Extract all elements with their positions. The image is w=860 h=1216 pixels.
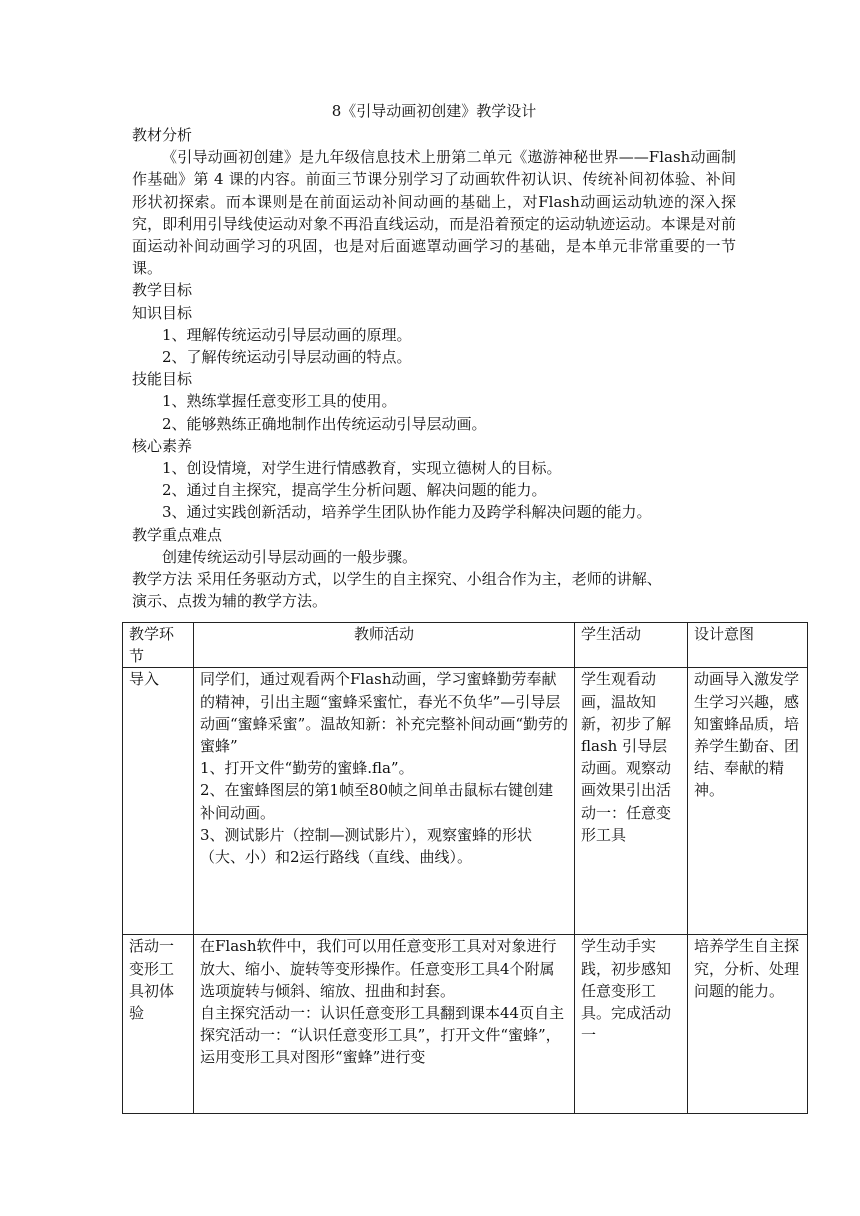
literacy-item: 2、通过自主探究，提高学生分析问题、解决问题的能力。 (162, 481, 547, 500)
teacher-line: 3、测试影片（控制—测试影片），观察蜜蜂的形状（大、小）和2运行路线（直线、曲线）。 (200, 825, 533, 867)
page-title: 8《引导动画初创建》教学设计 (331, 102, 537, 120)
knowledge-item: 1、理解传统运动引导层动画的原理。 (162, 325, 412, 344)
knowledge-heading: 知识目标 (132, 303, 193, 322)
header-student: 学生活动 (575, 623, 688, 668)
lesson-plan-page (132, 100, 736, 612)
teacher-line: 同学们，通过观看两个Flash动画，学习蜜蜂勤劳奉献的精神，引出主题“蜜蜂采蜜忙，春光不负华”—引导层动画“蜜蜂采蜜”。温故知新：补充完整补间动画“勤劳的蜜蜂” (200, 670, 569, 756)
table-header-row (123, 623, 808, 668)
header-teacher: 教师活动 (194, 623, 575, 668)
method-line-1: 教学方法 采用任务驱动方式，以学生的自主探究、小组合作为主，老师的讲解、 (132, 570, 662, 589)
teacher-line: 自主探究活动一：认识任意变形工具翻到课本44页自主探究活动一：“认识任意变形工具”，打开文件“蜜蜂”，运用变形工具对图形“蜜蜂”进行变 (200, 1004, 565, 1067)
literacy-item: 1、创设情境，对学生进行情感教育，实现立德树人的目标。 (162, 459, 562, 478)
material-text: 《引导动画初创建》是九年级信息技术上册第二单元《遨游神秘世界——Flash动画制作基础》第 4 课的内容。前面三节课分别学习了动画软件初认识、传统补间初体验、补间形状初探索。而本课则是在前面运动补间动画的基础上，对Flash动画运动轨迹的深入探究，即利用引导线使运动对象不再沿直线运动，而是沿着预定的运动轨迹运动。本课是对前面运动补间动画学习的巩固，也是对后面遮罩动画学习的基础，是本单元非常重要的一节课。 (132, 148, 736, 278)
cell-student: 学生动手实践，初步感知任意变形工具。完成活动一 (575, 935, 688, 1114)
method-line-2: 演示、点拨为辅的教学方法。 (132, 592, 328, 611)
cell-intent: 培养学生自主探究，分析、处理问题的能力。 (688, 935, 808, 1114)
skills-item: 1、熟练掌握任意变形工具的使用。 (162, 392, 397, 411)
cell-teacher (194, 668, 575, 935)
header-stage: 教学环节 (123, 623, 194, 668)
cell-student: 学生观看动画，温故知新，初步了解flash 引导层动画。观察动画效果引出活动一：任意变形工具 (575, 668, 688, 935)
header-intent: 设计意图 (688, 623, 808, 668)
teacher-line: 在Flash软件中，我们可以用任意变形工具对对象进行放大、缩小、旋转等变形操作。任意变形工具4个附属选项旋转与倾斜、缩放、扭曲和封套。 (200, 937, 557, 1000)
keypoints-heading: 教学重点难点 (132, 525, 223, 544)
skills-item: 2、能够熟练正确地制作出传统运动引导层动画。 (162, 414, 487, 433)
material-heading: 教材分析 (132, 126, 193, 144)
literacy-heading: 核心素养 (132, 436, 193, 455)
cell-stage: 导入 (123, 668, 194, 935)
keypoints-text: 创建传统运动引导层动画的一般步骤。 (162, 547, 418, 566)
goals-heading: 教学目标 (132, 281, 193, 300)
knowledge-item: 2、了解传统运动引导层动画的特点。 (162, 348, 412, 367)
literacy-item: 3、通过实践创新活动，培养学生团队协作能力及跨学科解决问题的能力。 (162, 503, 652, 522)
skills-heading: 技能目标 (132, 370, 193, 389)
cell-teacher (194, 935, 575, 1114)
table-row (123, 668, 808, 935)
lesson-table (122, 622, 808, 1114)
cell-intent: 动画导入激发学生学习兴趣，感知蜜蜂品质，培养学生勤奋、团结、奉献的精神。 (688, 668, 808, 935)
cell-stage: 活动一变形工具初体验 (123, 935, 194, 1114)
teacher-line: 2、在蜜蜂图层的第1帧至80帧之间单击鼠标右键创建补间动画。 (200, 781, 554, 822)
teacher-line: 1、打开文件“勤劳的蜜蜂.fla”。 (200, 759, 414, 778)
table-row (123, 935, 808, 1114)
